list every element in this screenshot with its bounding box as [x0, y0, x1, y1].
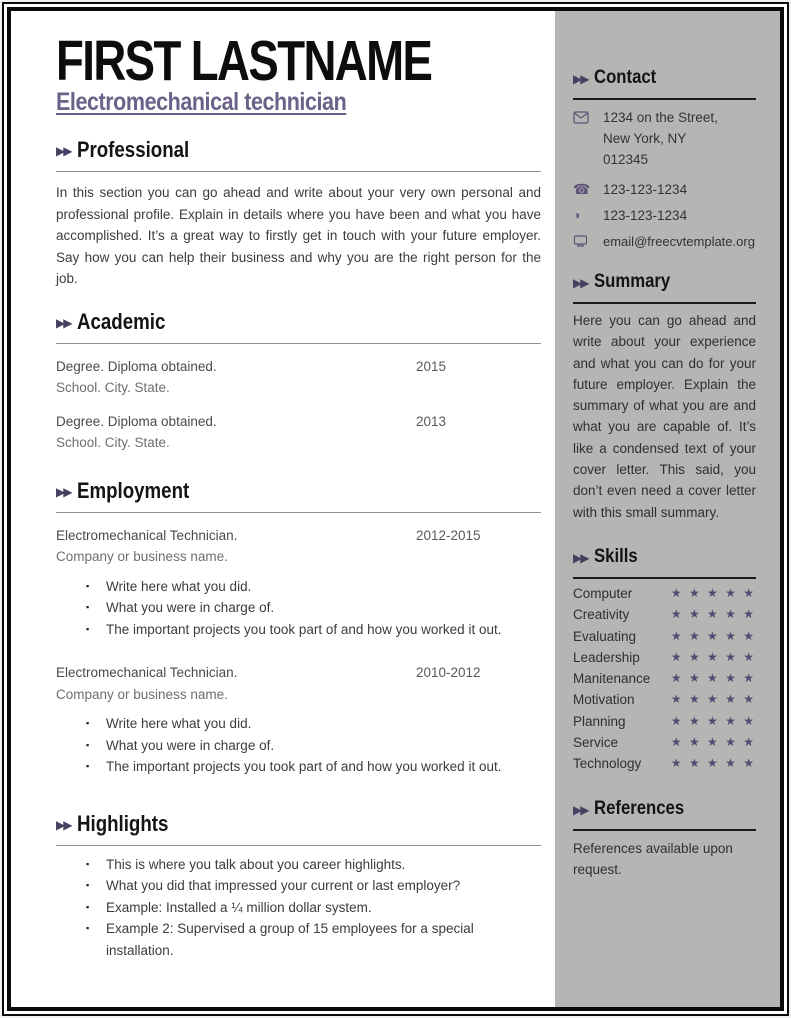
school-line: School. City. State.: [56, 435, 170, 450]
company-line: Company or business name.: [56, 686, 228, 702]
star-rating-icon: ★ ★ ★ ★ ★: [670, 628, 756, 643]
academic-entry: [56, 411, 541, 454]
star-rating-icon: ★ ★ ★ ★ ★: [670, 671, 756, 686]
company-line: Company or business name.: [56, 549, 228, 564]
sidebar-section-contact: [573, 67, 756, 252]
phone-number: 123-123-1234: [603, 182, 688, 197]
sidebar-title: Summary: [594, 271, 671, 292]
mobile-icon: ◑: [573, 208, 581, 222]
entry-year: 2012-2015: [416, 527, 481, 543]
sidebar-title: References: [594, 797, 685, 819]
skill-row: Technology ★ ★ ★ ★ ★: [573, 753, 756, 774]
skill-row: Computer ★ ★ ★ ★ ★: [573, 583, 756, 604]
sidebar-heading: [573, 798, 756, 820]
skills-list: [573, 583, 756, 775]
star-rating-icon: ★ ★ ★ ★ ★: [670, 585, 756, 600]
star-rating-icon: ★ ★ ★ ★ ★: [670, 756, 756, 771]
bullet-item: ▪ This is where you talk about you career highlights.: [56, 854, 541, 876]
star-rating-icon: ★ ★ ★ ★ ★: [670, 607, 756, 622]
square-bullet-icon: ▪: [86, 901, 90, 912]
sidebar-heading: [573, 271, 756, 293]
email-icon: [573, 231, 603, 252]
contact-email-row: [573, 231, 756, 252]
sidebar: [555, 11, 780, 1007]
section-academic: [56, 309, 541, 454]
section-divider: [56, 845, 541, 846]
job-bullet-list: [56, 576, 541, 641]
bullet-item: ▪ Example 2: Supervised a group of 15 employees for a special installation.: [56, 918, 541, 961]
square-bullet-icon: ▪: [86, 923, 90, 933]
mobile-number: 123-123-1234: [603, 208, 688, 223]
section-divider: [56, 343, 541, 344]
square-bullet-icon: ▪: [86, 623, 90, 634]
bullet-item: ▪ Example: Installed a ¼ million dollar system.: [56, 897, 541, 919]
entry-year: 2015: [416, 358, 447, 374]
square-bullet-icon: ▪: [86, 858, 90, 869]
square-bullet-icon: ▪: [86, 761, 90, 771]
highlights-bullet-list: [56, 854, 541, 962]
section-employment: [56, 478, 541, 778]
bullet-item: ▪ What you were in charge of.: [56, 735, 541, 757]
sidebar-section-skills: [573, 546, 756, 775]
double-arrow-icon: ▶▶: [573, 72, 588, 86]
sidebar-section-references: [573, 798, 756, 881]
double-arrow-icon: ▶▶: [573, 802, 588, 817]
degree-line: Degree. Diploma obtained.: [56, 358, 217, 374]
star-rating-icon: ★ ★ ★ ★ ★: [670, 735, 756, 750]
job-title-line: Electromechanical Technician.: [56, 665, 238, 680]
skill-row: Creativity ★ ★ ★ ★ ★: [573, 604, 756, 625]
section-divider: [56, 171, 541, 172]
bullet-item: ▪ Write here what you did.: [56, 713, 541, 735]
square-bullet-icon: ▪: [86, 739, 90, 750]
skill-row: Manitenance ★ ★ ★ ★ ★: [573, 668, 756, 689]
star-rating-icon: ★ ★ ★ ★ ★: [670, 713, 756, 728]
sidebar-title: Skills: [594, 545, 639, 567]
page-border-outer: [2, 2, 789, 1016]
double-arrow-icon: ▶▶: [56, 315, 71, 330]
sidebar-divider: [573, 829, 756, 831]
section-highlights: [56, 811, 541, 962]
bullet-item: ▪ What you were in charge of.: [56, 597, 541, 619]
resume-page: [7, 7, 784, 1011]
job-entry: [56, 662, 541, 705]
section-divider: [56, 512, 541, 513]
phone-icon: ☎: [573, 181, 591, 197]
section-professional: [56, 137, 541, 290]
professional-paragraph: In this section you can go ahead and write about your very own personal and professional profile. Explain in details where you have been and what you have accomplished. It’s a great way to firstly get in touch with your future employer. Say how you can help their business and why you are the right person for the job.: [56, 185, 541, 286]
job-title: Electromechanical technician: [56, 88, 347, 116]
sidebar-divider: [573, 577, 756, 579]
bullet-item: ▪ The important projects you took part of and how you worked it out.: [56, 619, 541, 641]
email-address[interactable]: email@freecvtemplate.org: [603, 234, 755, 249]
bullet-item: ▪ The important projects you took part of and how you worked it out.: [56, 756, 541, 778]
skill-row: Evaluating ★ ★ ★ ★ ★: [573, 626, 756, 647]
contact-address-row: [573, 107, 756, 170]
square-bullet-icon: ▪: [86, 580, 90, 591]
address-icon: [573, 107, 603, 170]
star-rating-icon: ★ ★ ★ ★ ★: [670, 692, 756, 707]
academic-entry: [56, 356, 541, 399]
summary-paragraph: Here you can go ahead and write about your experience and what you can do for your future employer. Explain the summary of what you are and what you are capable of. It’s like a condensed text of your cover letter. This said, you don’t even need a cover letter with this small summary.: [573, 313, 756, 520]
person-name: FIRST LASTNAME: [56, 29, 432, 93]
square-bullet-icon: ▪: [86, 602, 90, 612]
sidebar-divider: [573, 98, 756, 100]
skill-row: Service ★ ★ ★ ★ ★: [573, 732, 756, 753]
section-heading: [56, 137, 541, 163]
skill-row: Planning ★ ★ ★ ★ ★: [573, 711, 756, 732]
entry-year: 2010-2012: [416, 665, 481, 680]
skill-row: Motivation ★ ★ ★ ★ ★: [573, 689, 756, 710]
header: [56, 29, 541, 117]
section-title: Academic: [77, 308, 166, 334]
sidebar-title: Contact: [594, 67, 657, 88]
double-arrow-icon: ▶▶: [56, 484, 71, 499]
sidebar-divider: [573, 302, 756, 304]
main-column: [11, 11, 555, 1007]
contact-phone-row: [573, 179, 756, 200]
square-bullet-icon: ▪: [86, 718, 90, 728]
sidebar-section-summary: [573, 271, 756, 523]
star-rating-icon: ★ ★ ★ ★ ★: [670, 649, 756, 664]
entry-year: 2013: [416, 413, 447, 429]
bullet-item: ▪ What you did that impressed your current or last employer?: [56, 875, 541, 897]
section-title: Employment: [77, 477, 190, 503]
section-title: Professional: [77, 137, 190, 162]
double-arrow-icon: ▶▶: [56, 817, 71, 832]
contact-mobile-row: [573, 205, 756, 226]
section-heading: [56, 478, 541, 504]
bullet-item: ▪ Write here what you did.: [56, 576, 541, 598]
skill-row: Leadership ★ ★ ★ ★ ★: [573, 647, 756, 668]
section-title: Highlights: [77, 810, 169, 836]
address-text: 1234 on the Street, New York, NY 012345: [603, 110, 718, 167]
job-bullet-list: [56, 713, 541, 778]
sidebar-heading: [573, 67, 756, 89]
double-arrow-icon: ▶▶: [56, 144, 71, 158]
double-arrow-icon: ▶▶: [573, 550, 588, 565]
double-arrow-icon: ▶▶: [573, 276, 588, 290]
square-bullet-icon: ▪: [86, 880, 90, 890]
references-paragraph: References available upon request.: [573, 840, 733, 877]
section-heading: [56, 811, 541, 837]
sidebar-heading: [573, 546, 756, 568]
school-line: School. City. State.: [56, 380, 170, 395]
contact-list: [573, 107, 756, 252]
section-heading: [56, 309, 541, 335]
job-entry: [56, 525, 541, 568]
job-title-line: Electromechanical Technician.: [56, 527, 238, 543]
degree-line: Degree. Diploma obtained.: [56, 413, 217, 429]
